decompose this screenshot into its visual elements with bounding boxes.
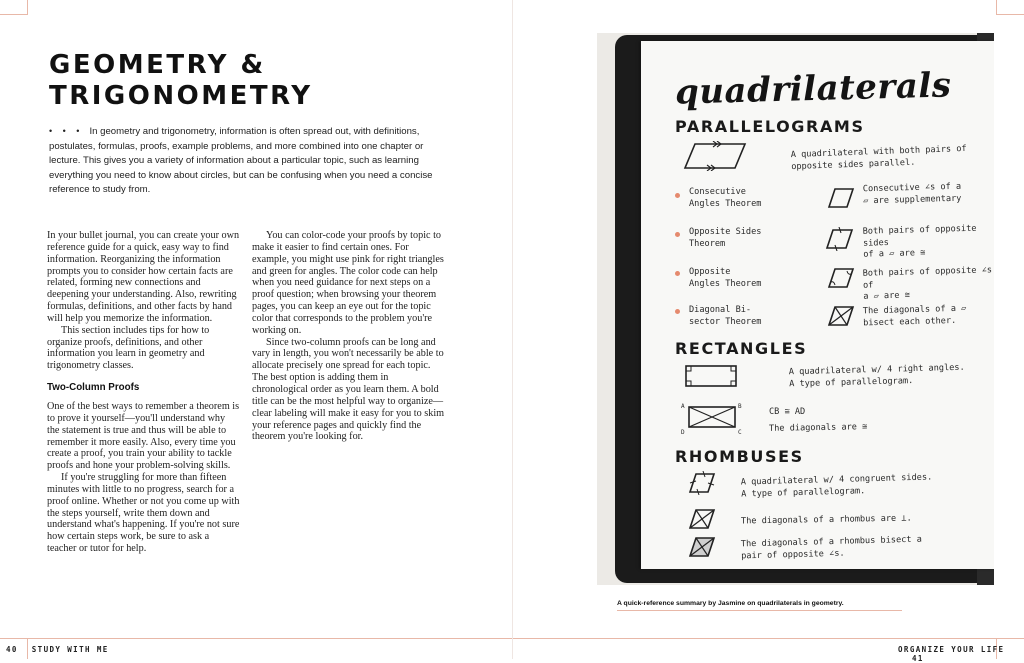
def-line: A type of parallelogram. [789,375,914,389]
rectangle-icon [683,363,739,389]
parallelogram-definition [791,144,968,173]
rectangles-heading: RECTANGLES [675,339,808,358]
parallelogram-diagonals-icon [827,305,855,327]
def-line: opposite sides parallel. [791,157,916,172]
theorem-desc-line: The diagonals of a ▱ [862,303,967,317]
parallelograms-heading: PARALLELOGRAMS [675,117,865,136]
theorem-desc-line: a ▱ are ≅ [863,290,910,302]
theorem-name-line: Opposite Sides [689,227,762,237]
frame-right-vertical [996,0,997,14]
photo-caption: A quick-reference summary by Jasmine on quadrilaterals in geometry. [617,600,844,607]
theorem-name-line: Opposite [689,267,731,277]
body-column-2 [252,230,445,443]
paragraph: In your bullet journal, you can create your own reference guide for a quick, easy way to find information. Reorganizing the information prompts you to consider how certain facts are related, forming new connections and deepening your understanding. Also, rewriting formulas, definitions, and other facts by hand will help you memorize the information. [47,230,240,324]
page-title [49,50,449,112]
rhombus-perpendicular-icon [687,507,717,531]
def-line: A quadrilateral w/ 4 right angles. [788,362,965,378]
caption-rule [617,610,902,611]
running-head-left: STUDY WITH ME [31,645,109,654]
theorem-desc-line: bisect each other. [863,315,957,328]
fact-line: pair of opposite ∠s. [741,548,845,561]
parallelogram-opp-angles-icon [827,267,855,289]
frame-top-left [0,14,28,15]
theorem-name [689,227,761,250]
page-number-right: 41 [912,654,924,663]
def-line: A quadrilateral w/ 4 congruent sides. [740,472,933,488]
rhombuses-heading: RHOMBUSES [675,447,804,466]
theorem-desc-line: ▱ are supplementary [863,193,962,206]
frame-left-vertical [27,0,28,14]
page-number-left: 40 [6,645,18,654]
paragraph: Since two-column proofs can be long and vary in length, you won't necessarily be able to allocate precisely one spread for each topic. The best option is adding them in chronological order as you learn them. A bold title can be the most helpful way to organize—clear labeling will make it easy for you to skim your reference pages and quickly find the theorem you're looking for. [252,336,445,443]
theorem-name [689,267,761,290]
notebook-photo [597,33,994,585]
theorem-name-line: Angles Theorem [689,198,762,209]
rhombus-definition [741,472,933,500]
theorem-name-line: sector Theorem [689,316,762,327]
bullet-dot [675,232,680,237]
fact-line: The diagonals of a rhombus bisect a [740,534,923,550]
title-line-1: GEOMETRY & [49,50,266,80]
bullet-dot [675,271,680,276]
parallelogram-angles-icon [827,187,855,209]
rhombus-icon [687,471,717,495]
notebook-script-title: quadrilaterals [674,65,952,113]
frame-top-right [996,14,1024,15]
bullet-dot [675,193,680,198]
theorem-description [863,304,967,330]
notebook-page [641,41,994,569]
rectangle-diagonal-fact: The diagonals are ≅ [768,422,868,434]
parallelogram-sides-icon [825,227,855,251]
theorem-desc-line: Consecutive ∠s of a [862,181,962,195]
rectangle-label-a: A [681,403,685,410]
paragraph: You can color-code your proofs by topic to make it easier to find certain ones. For example, you might use pink for right triangles and green for angles. The color code can help when you need guidance for next steps on a proof question; when browsing your theorem pages, you can keep an eye out for the topic color that corresponds to the problem you're working on. [252,230,444,336]
rectangle-definition [789,363,965,391]
theorem-name-line: Diagonal Bi- [689,305,752,315]
rhombus-bisect-fact [741,535,923,563]
theorem-desc-line: of a ▱ are ≅ [863,248,926,260]
rectangle-label-b: B [738,403,742,410]
theorem-name [689,305,761,328]
title-line-2: TRIGONOMETRY [49,81,313,111]
theorem-description [863,265,994,303]
bullet-dots: • • • [49,126,84,136]
section-subheading: Two-Column Proofs [47,382,140,394]
rectangle-label-d: D [681,429,685,436]
paragraph: One of the best ways to remember a theorem is to prove it yourself—you'll understand why the statement is true and thus will be able to remember it more easily. Also, every time you create a proof, you train your ability to tackle proofs and hone your problem-solving skills. [47,400,240,472]
bullet-dot [675,309,680,314]
parallelogram-icon [683,141,747,171]
def-line: A quadrilateral with both pairs of [790,143,967,161]
intro-text: In geometry and trigonometry, information is often spread out, with definitions, postulates, formulas, proofs, example problems, and more combined into one chapter or lecture. This gives you a variety of information about a particular topic, such as learning everything you need to know about circles, but can be confusing when you need a concise reference to study from. [49,126,433,196]
rhombus-bisect-icon [687,535,717,559]
theorem-name-line: Angles Theorem [689,278,762,289]
theorem-description [863,223,994,261]
book-spine [512,0,513,659]
theorem-name [689,187,761,210]
body-column-1 [47,230,240,555]
theorem-desc-line: Both pairs of opposite sides [862,223,977,249]
folio-right [898,645,1024,663]
folio-left [6,645,109,654]
theorem-desc-line: Both pairs of opposite ∠s of [862,265,993,291]
paragraph: If you're struggling for more than fifteen minutes with little to no progress, search for a proof online. Whether or not you come up with the steps yourself, write them down and understand what's happening. If you're not sure how certain steps work, be sure to ask a teacher or tutor for help. [47,472,240,555]
theorem-name-line: Theorem [689,238,726,249]
theorem-name-line: Consecutive [689,187,746,197]
rectangle-label-c: C [738,429,742,436]
rhombus-perpendicular-fact: The diagonals of a rhombus are ⊥. [740,513,912,527]
rectangle-diagonals-icon [687,405,737,429]
paragraph: This section includes tips for how to organize proofs, definitions, and other information you learn in geometry and trigonometry classes. [47,324,210,372]
rectangle-congruence: CB ≅ AD [769,407,806,417]
running-head-right: ORGANIZE YOUR LIFE [898,645,1005,654]
def-line: A type of parallelogram. [741,485,866,500]
intro-paragraph [49,124,437,198]
theorem-description [863,182,962,208]
